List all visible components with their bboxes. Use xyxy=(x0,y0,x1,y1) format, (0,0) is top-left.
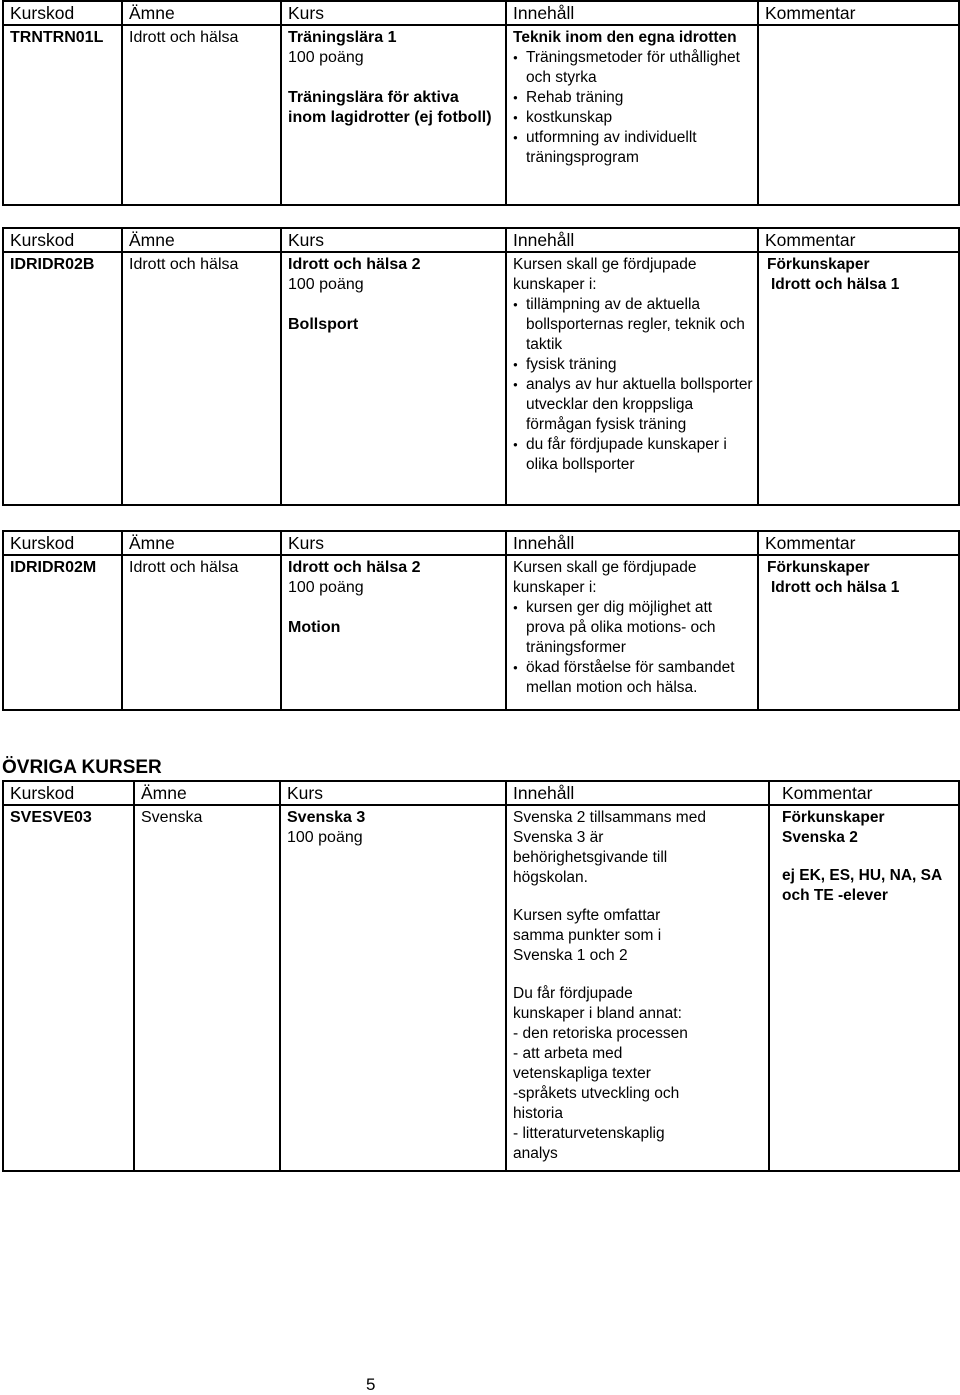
table-header-row xyxy=(3,228,959,252)
course-points: 100 poäng xyxy=(287,829,363,846)
course-table-svesve03 xyxy=(2,780,960,1172)
header-kurskod: Kurskod xyxy=(3,531,122,555)
course-cell xyxy=(281,252,506,505)
header-kommentar: Kommentar xyxy=(758,228,959,252)
list-item: ● analys av hur aktuella bollsporter utvecklar den kroppsliga förmågan fysisk träning xyxy=(513,375,753,435)
comment-label: Förkunskaper xyxy=(782,809,885,826)
course-subject: Idrott och hälsa xyxy=(122,25,281,205)
course-subject: Svenska xyxy=(134,805,280,1171)
course-subtitle: Bollsport xyxy=(288,316,359,333)
section-title: ÖVRIGA KURSER xyxy=(2,757,162,778)
list-item: - att arbeta med vetenskapliga texter xyxy=(513,1045,651,1082)
comment-label: Förkunskaper xyxy=(767,559,870,576)
course-code: SVESVE03 xyxy=(3,805,134,1171)
comment-cell xyxy=(758,555,959,710)
content-cell xyxy=(506,252,758,505)
header-kurs: Kurs xyxy=(281,228,506,252)
header-amne: Ämne xyxy=(122,1,281,25)
comment-cell xyxy=(758,252,959,505)
content-intro: Kursen skall ge fördjupade kunskaper i: xyxy=(513,256,697,293)
content-cell xyxy=(506,805,769,1171)
header-innehall: Innehåll xyxy=(506,1,758,25)
comment-value: Idrott och hälsa 1 xyxy=(771,276,900,293)
header-kurs: Kurs xyxy=(281,531,506,555)
course-points: 100 poäng xyxy=(288,276,364,293)
comment-cell xyxy=(769,805,959,1171)
header-kommentar: Kommentar xyxy=(769,781,959,805)
table-row xyxy=(3,252,959,505)
list-item: ● tillämpning av de aktuella bollsporternas regler, teknik och taktik xyxy=(513,295,753,355)
header-kurskod: Kurskod xyxy=(3,228,122,252)
content-list xyxy=(513,295,753,475)
header-kommentar: Kommentar xyxy=(758,531,959,555)
header-innehall: Innehåll xyxy=(506,781,769,805)
list-item: - den retoriska processen xyxy=(513,1025,688,1042)
list-item: ● du får fördjupade kunskaper i olika bollsporter xyxy=(513,435,753,475)
table-row xyxy=(3,555,959,710)
header-kurs: Kurs xyxy=(280,781,506,805)
content-cell xyxy=(506,555,758,710)
header-kommentar: Kommentar xyxy=(758,1,959,25)
header-kurs: Kurs xyxy=(281,1,506,25)
course-cell xyxy=(281,25,506,205)
list-item: ● Träningsmetoder för uthållighet och styrka xyxy=(513,48,753,88)
table-row xyxy=(3,25,959,205)
page-number: 5 xyxy=(366,1375,376,1394)
content-paragraph: Du får fördjupade kunskaper i bland annat: xyxy=(513,985,682,1022)
course-code: TRNTRN01L xyxy=(3,25,122,205)
header-innehall: Innehåll xyxy=(506,228,758,252)
content-cell xyxy=(506,25,758,205)
content-paragraph: Svenska 2 tillsammans med Svenska 3 är behörighetsgivande till högskolan. xyxy=(513,809,706,886)
header-amne: Ämne xyxy=(122,531,281,555)
course-subject: Idrott och hälsa xyxy=(122,555,281,710)
table-header-row xyxy=(3,1,959,25)
list-item: -språkets utveckling och historia xyxy=(513,1085,680,1122)
course-code: IDRIDR02B xyxy=(3,252,122,505)
course-subject: Idrott och hälsa xyxy=(122,252,281,505)
list-item: ● Rehab träning xyxy=(513,88,753,108)
course-name: Idrott och hälsa 2 xyxy=(288,256,421,273)
content-list xyxy=(513,598,753,698)
comment-value: Svenska 2 xyxy=(782,829,858,846)
list-item: ● fysisk träning xyxy=(513,355,753,375)
course-cell xyxy=(281,555,506,710)
comment-value: Idrott och hälsa 1 xyxy=(771,579,900,596)
course-table-idridr02b xyxy=(2,227,960,506)
content-paragraph: Kursen syfte omfattar samma punkter som i Svenska 1 och 2 xyxy=(513,907,662,964)
course-subtitle: Träningslära för aktiva inom lagidrotter (ej fotboll) xyxy=(288,89,492,126)
course-points: 100 poäng xyxy=(288,49,364,66)
course-table-idridr02m xyxy=(2,530,960,711)
list-item: ● kostkunskap xyxy=(513,108,753,128)
content-intro: Kursen skall ge fördjupade kunskaper i: xyxy=(513,559,697,596)
list-item: ● utformning av individuellt träningsprogram xyxy=(513,128,753,168)
table-header-row xyxy=(3,531,959,555)
header-amne: Ämne xyxy=(134,781,280,805)
course-cell xyxy=(280,805,506,1171)
header-kurskod: Kurskod xyxy=(3,781,134,805)
comment-label: Förkunskaper xyxy=(767,256,870,273)
course-table-trntrn01l xyxy=(2,0,960,206)
header-amne: Ämne xyxy=(122,228,281,252)
course-name: Träningslära 1 xyxy=(288,29,397,46)
comment-cell xyxy=(758,25,959,205)
header-innehall: Innehåll xyxy=(506,531,758,555)
content-heading: Teknik inom den egna idrotten xyxy=(513,29,737,46)
list-item: - litteraturvetenskaplig analys xyxy=(513,1125,665,1162)
header-kurskod: Kurskod xyxy=(3,1,122,25)
course-subtitle: Motion xyxy=(288,619,341,636)
course-points: 100 poäng xyxy=(288,579,364,596)
list-item: ● ökad förståelse för sambandet mellan motion och hälsa. xyxy=(513,658,753,698)
list-item: ● kursen ger dig möjlighet att prova på olika motions- och träningsformer xyxy=(513,598,753,658)
course-name: Svenska 3 xyxy=(287,809,366,826)
course-code: IDRIDR02M xyxy=(3,555,122,710)
table-header-row xyxy=(3,781,959,805)
comment-note: ej EK, ES, HU, NA, SA och TE -elever xyxy=(782,867,942,904)
table-row xyxy=(3,805,959,1171)
course-name: Idrott och hälsa 2 xyxy=(288,559,421,576)
content-list xyxy=(513,48,753,168)
